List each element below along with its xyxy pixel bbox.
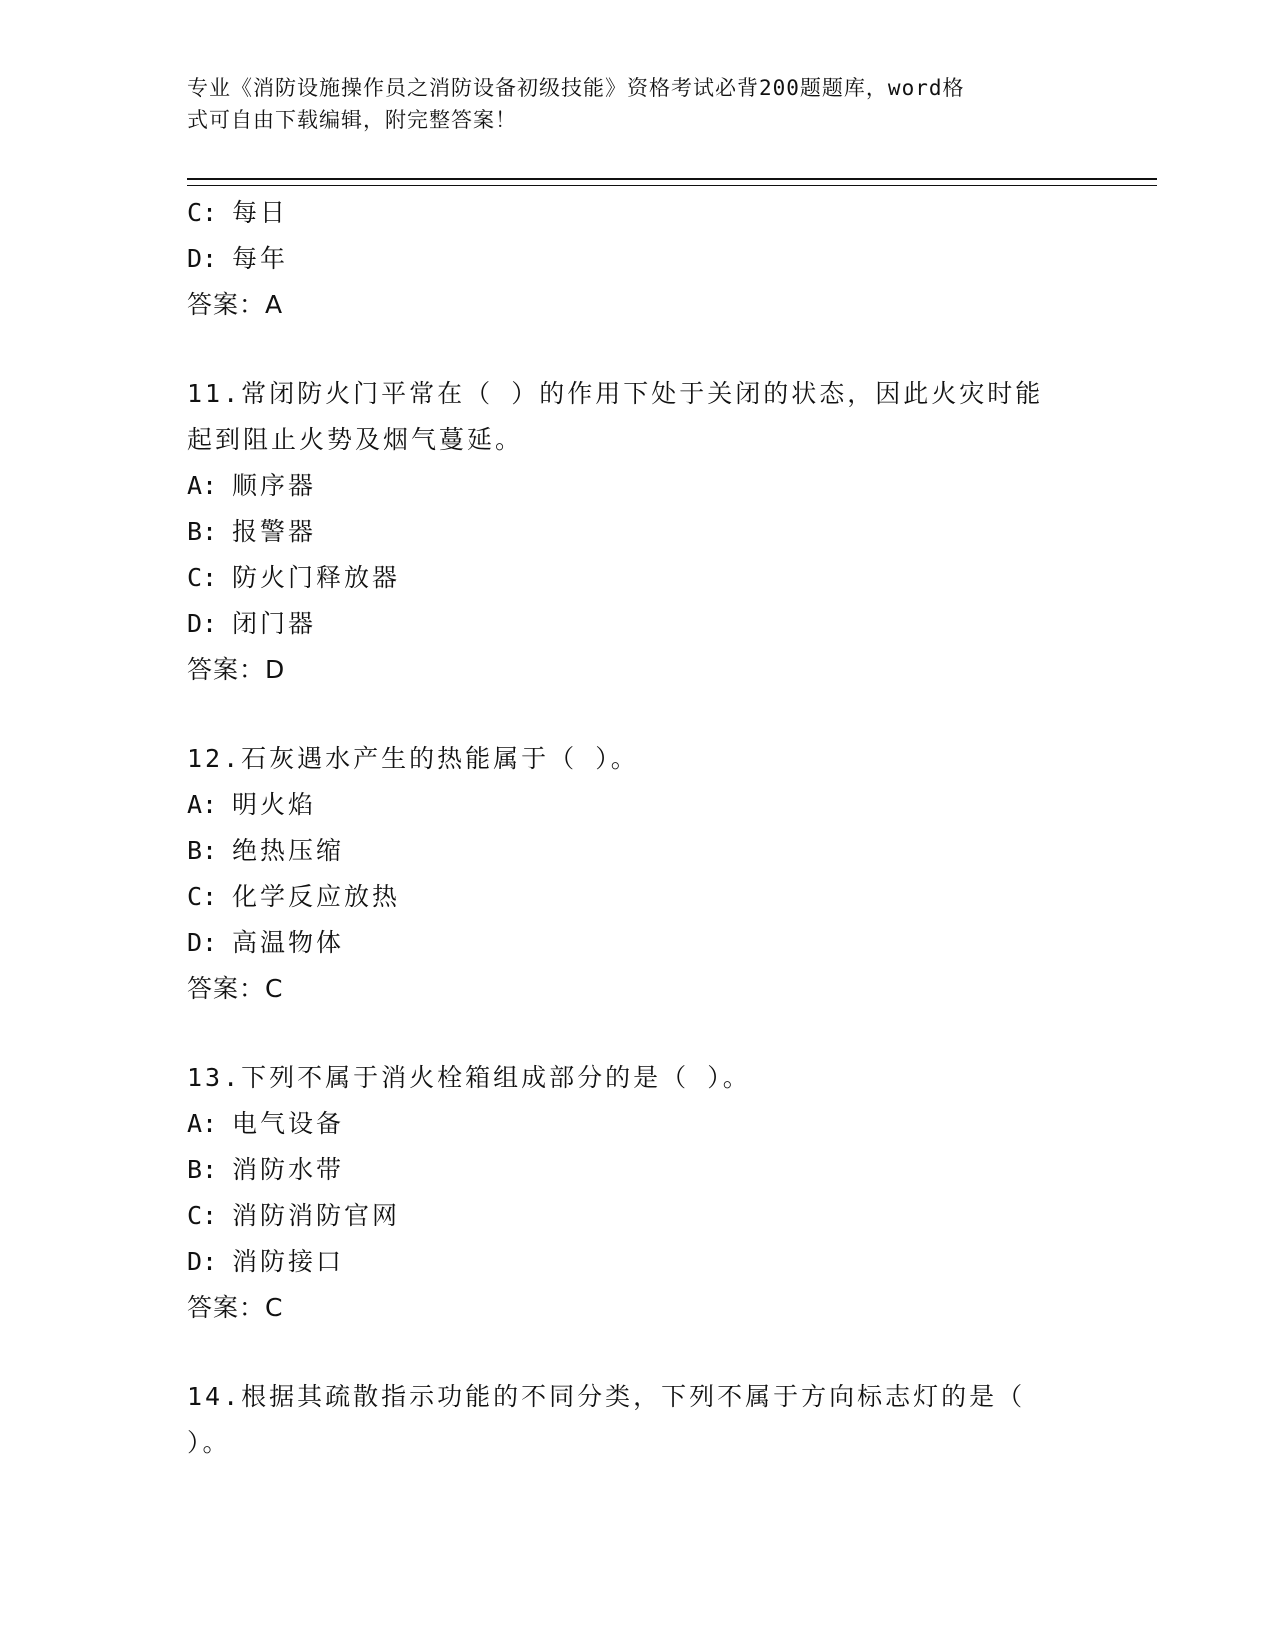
page-header xyxy=(187,72,1067,136)
option-text: 化学反应放热 xyxy=(232,882,401,911)
option-a xyxy=(187,463,1087,509)
header-line-2: 式可自由下载编辑，附完整答案！ xyxy=(187,108,517,132)
option-letter: A: xyxy=(187,471,218,500)
answer-line: 答案：D xyxy=(187,655,286,684)
option-text: 消防消防官网 xyxy=(232,1201,401,1230)
option-letter: D: xyxy=(187,928,218,957)
option-text: 闭门器 xyxy=(232,609,317,638)
answer-line: 答案：C xyxy=(187,974,284,1003)
option-letter: D: xyxy=(187,609,218,638)
option-text: 消防水带 xyxy=(232,1155,345,1184)
option-d xyxy=(187,601,1087,647)
option-text: 绝热压缩 xyxy=(232,836,345,865)
header-line-1: 专业《消防设施操作员之消防设备初级技能》资格考试必背200题题库，word格 xyxy=(187,76,965,100)
option-letter: D: xyxy=(187,244,218,273)
option-text: 高温物体 xyxy=(232,928,345,957)
option-letter: A: xyxy=(187,790,218,819)
option-letter: B: xyxy=(187,517,218,546)
question-content xyxy=(187,190,1087,1466)
option-letter: C: xyxy=(187,198,218,227)
option-b xyxy=(187,509,1087,555)
option-letter: C: xyxy=(187,882,218,911)
option-b xyxy=(187,1147,1087,1193)
question-11-stem-line-2: 起到阻止火势及烟气蔓延。 xyxy=(187,425,524,454)
header-divider xyxy=(187,178,1157,186)
option-text: 防火门释放器 xyxy=(232,563,401,592)
question-13-stem: 13.下列不属于消火栓箱组成部分的是（ ）。 xyxy=(187,1063,751,1092)
option-text: 消防接口 xyxy=(232,1247,345,1276)
option-a xyxy=(187,1101,1087,1147)
option-a xyxy=(187,782,1087,828)
option-d xyxy=(187,236,1087,282)
option-letter: A: xyxy=(187,1109,218,1138)
option-d xyxy=(187,1239,1087,1285)
question-14-stem-line-2: ）。 xyxy=(187,1428,231,1457)
answer-line: 答案：C xyxy=(187,1293,284,1322)
option-text: 顺序器 xyxy=(232,471,317,500)
answer-line: 答案：A xyxy=(187,290,284,319)
question-12-stem: 12.石灰遇水产生的热能属于（ ）。 xyxy=(187,744,639,773)
option-letter: B: xyxy=(187,1155,218,1184)
question-14-stem-line-1: 14.根据其疏散指示功能的不同分类，下列不属于方向标志灯的是（ xyxy=(187,1382,1026,1411)
option-c xyxy=(187,1193,1087,1239)
option-c xyxy=(187,874,1087,920)
option-c xyxy=(187,190,1087,236)
option-letter: B: xyxy=(187,836,218,865)
option-text: 报警器 xyxy=(232,517,317,546)
option-text: 每日 xyxy=(232,198,289,227)
option-letter: C: xyxy=(187,563,218,592)
question-11-stem-line-1: 11.常闭防火门平常在（ ）的作用下处于关闭的状态，因此火灾时能 xyxy=(187,379,1044,408)
option-d xyxy=(187,920,1087,966)
option-text: 电气设备 xyxy=(232,1109,345,1138)
option-text: 每年 xyxy=(232,244,289,273)
option-letter: D: xyxy=(187,1247,218,1276)
option-text: 明火焰 xyxy=(232,790,317,819)
option-letter: C: xyxy=(187,1201,218,1230)
option-c xyxy=(187,555,1087,601)
option-b xyxy=(187,828,1087,874)
